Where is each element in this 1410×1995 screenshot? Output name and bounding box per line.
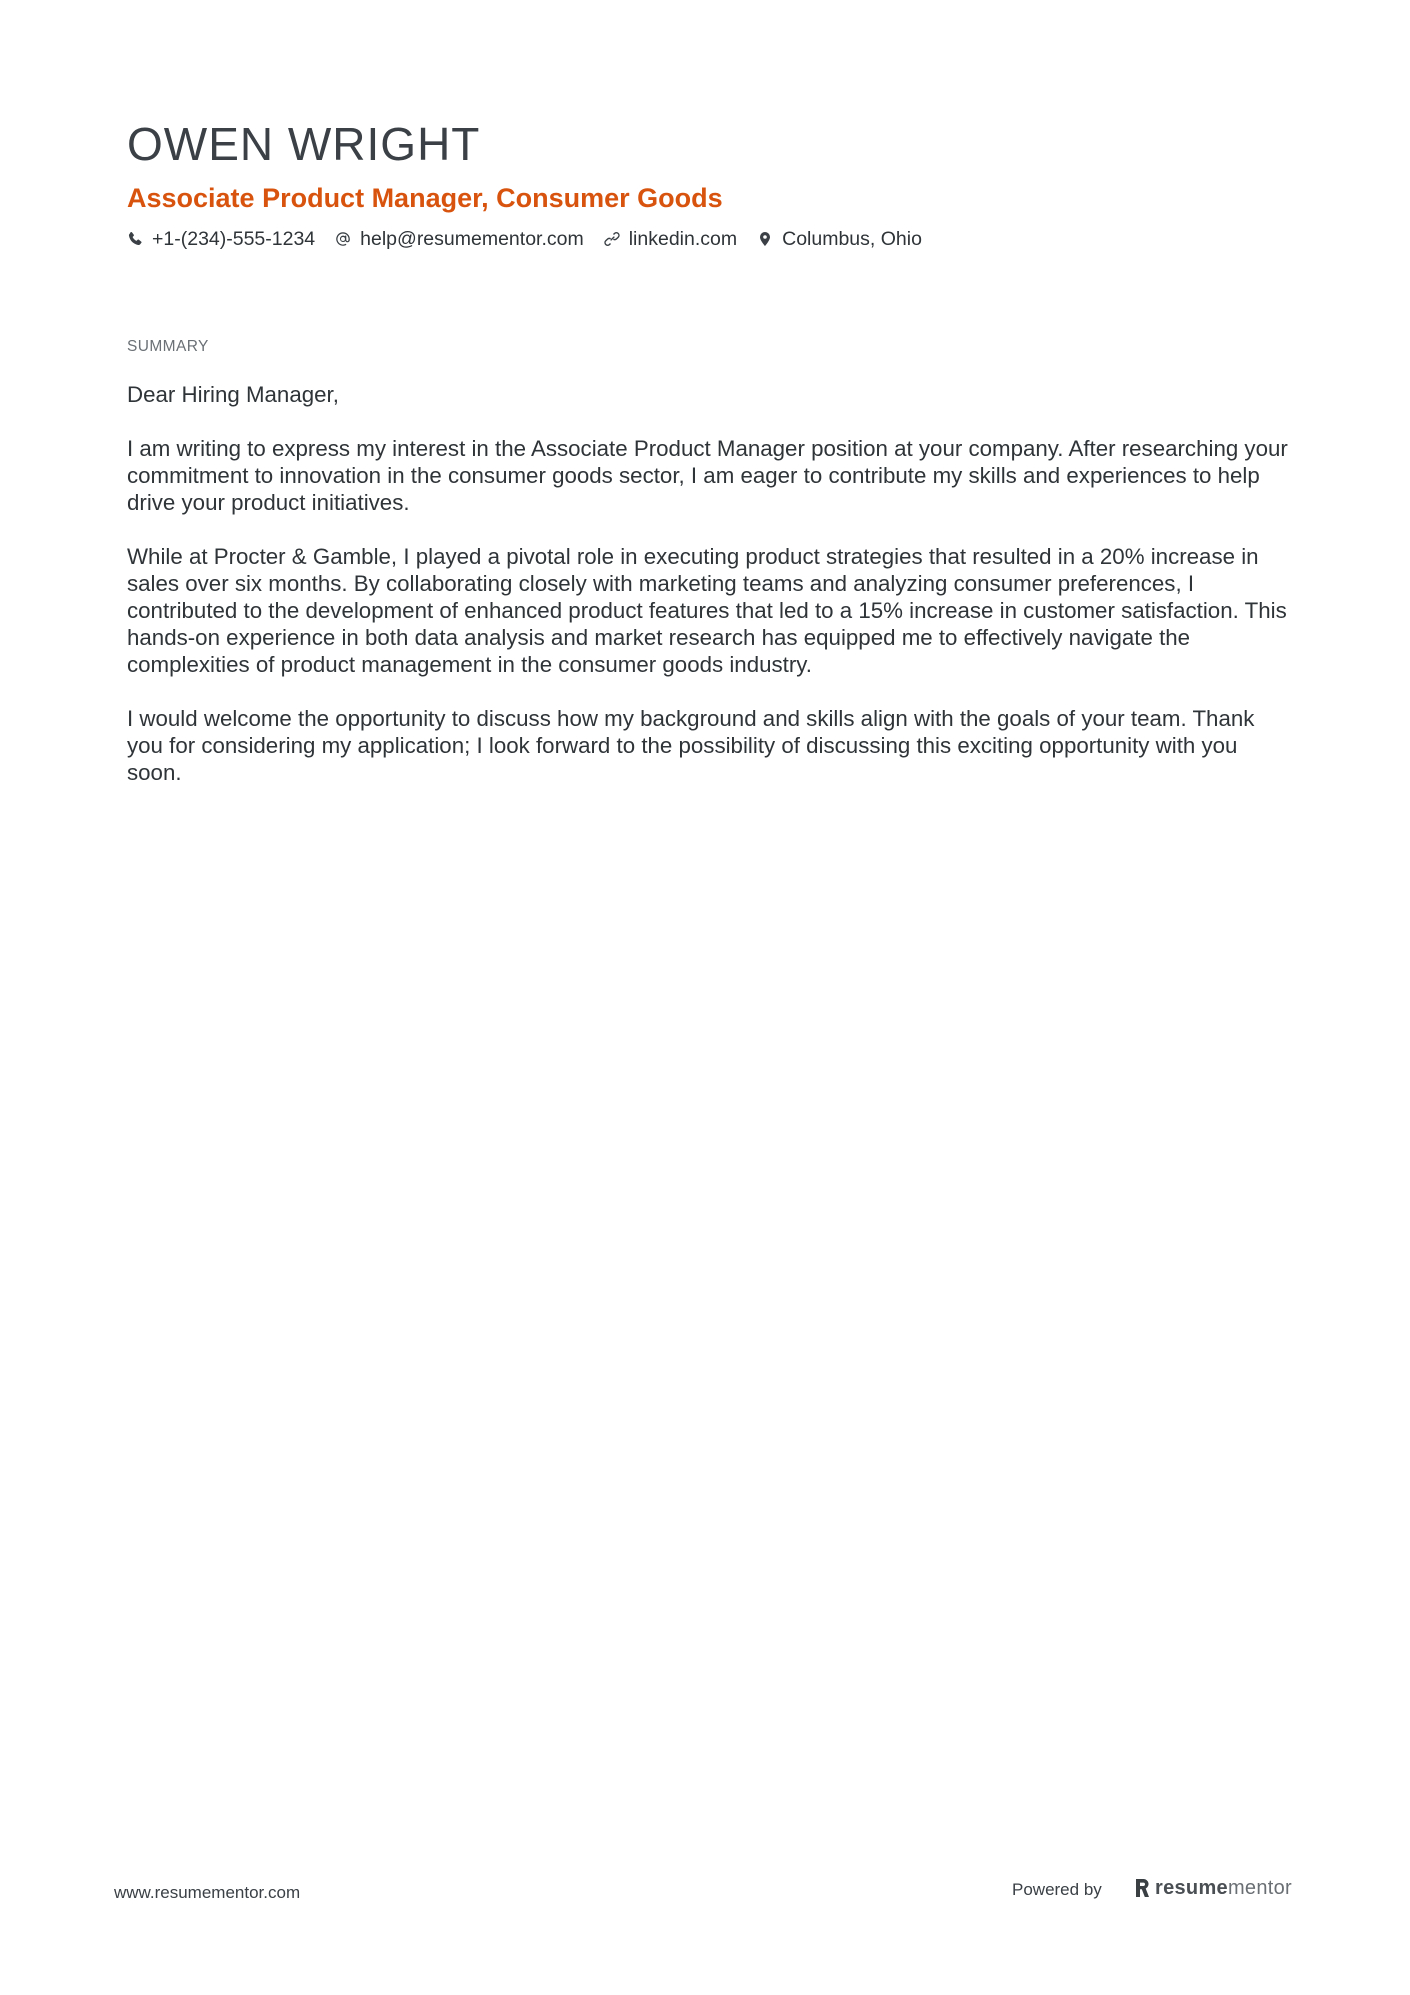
job-title: Associate Product Manager, Consumer Goods — [127, 183, 723, 213]
brand-mark-icon — [1133, 1877, 1151, 1899]
phone-text: +1-(234)-555-1234 — [152, 228, 316, 250]
link-icon — [604, 231, 620, 247]
phone-icon — [127, 231, 143, 247]
letter-body — [127, 381, 1292, 813]
contact-bar — [127, 226, 942, 252]
paragraph-intro: I am writing to express my interest in the Associate Product Manager position at your company. After researching your commitment to innovation in the consumer goods sector, I am eager to contribute my skills and experiences to help drive your product initiatives. — [127, 436, 1288, 515]
salutation: Dear Hiring Manager, — [127, 382, 339, 407]
summary-heading: SUMMARY — [127, 338, 209, 355]
brand-wordmark — [1155, 1875, 1292, 1901]
contact-phone — [127, 226, 315, 252]
brand-light: mentor — [1227, 1877, 1292, 1899]
paragraph-experience: While at Procter & Gamble, I played a pivotal role in executing product strategies that resulted in a 20% increase in sales over six months. By collaborating closely with marketing teams and analyzing consumer preferences, I contributed to the development of enhanced product features that led to a 15% increase in customer satisfaction. This hands-on experience in both data analysis and market research has equipped me to effectively navigate the complexities of product management in the consumer goods industry. — [127, 544, 1287, 677]
location-pin-icon — [757, 231, 773, 247]
contact-linkedin — [604, 226, 737, 252]
footer-website[interactable]: www.resumementor.com — [114, 1883, 301, 1902]
brand-bold: resume — [1155, 1877, 1228, 1899]
candidate-name: OWEN WRIGHT — [127, 118, 481, 170]
resumementor-logo — [1133, 1875, 1292, 1901]
contact-location — [757, 226, 922, 252]
at-icon — [335, 231, 351, 247]
paragraph-closing: I would welcome the opportunity to discuss how my background and skills align with the goals of your team. Thank you for considering my application; I look forward to the possibility of discussing this exciting opportunity with you soon. — [127, 706, 1255, 785]
contact-email — [335, 226, 584, 252]
powered-by-label: Powered by — [1012, 1880, 1102, 1899]
linkedin-text: linkedin.com — [628, 228, 738, 250]
location-text: Columbus, Ohio — [782, 228, 922, 250]
email-text: help@resumementor.com — [360, 228, 584, 250]
